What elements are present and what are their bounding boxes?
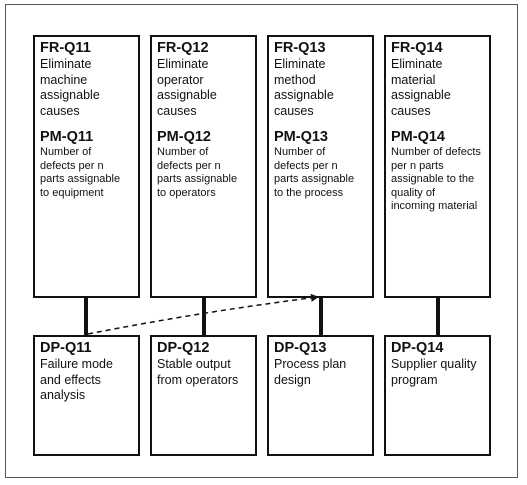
fr-description: Eliminate operator assignable causes [157,57,217,118]
pm-description: Number of defects per n parts assignable to equipment [40,146,121,199]
fr-code: FR-Q11 [40,40,91,56]
dp-code: DP-Q12 [157,340,210,356]
pm-code: PM-Q12 [157,129,211,145]
pm-code: PM-Q13 [274,129,328,145]
dp-code: DP-Q11 [40,340,92,356]
pm-code: PM-Q14 [391,129,445,145]
fr-code: FR-Q14 [391,40,443,56]
fr-code: FR-Q13 [274,40,326,56]
dp-code: DP-Q13 [274,340,327,356]
pm-description: Number of defects per n parts assignable to the process [274,146,355,199]
pm-description: Number of defects per n parts assignable to operators [157,146,238,199]
pm-code: PM-Q11 [40,129,94,145]
fr-description: Eliminate material assignable causes [391,57,451,118]
fr-code: FR-Q12 [157,40,209,56]
dp-description: Stable output from operators [157,357,239,387]
dp-code: DP-Q14 [391,340,444,356]
dp-description: Supplier quality program [391,357,477,387]
pm-description: Number of defects per n parts assignable to the quality of incoming material [391,146,481,212]
fr-description: Eliminate machine assignable causes [40,57,100,118]
fr-description: Eliminate method assignable causes [274,57,334,118]
dp-description: Failure mode and effects analysis [40,357,113,402]
dp-description: Process plan design [274,357,347,387]
